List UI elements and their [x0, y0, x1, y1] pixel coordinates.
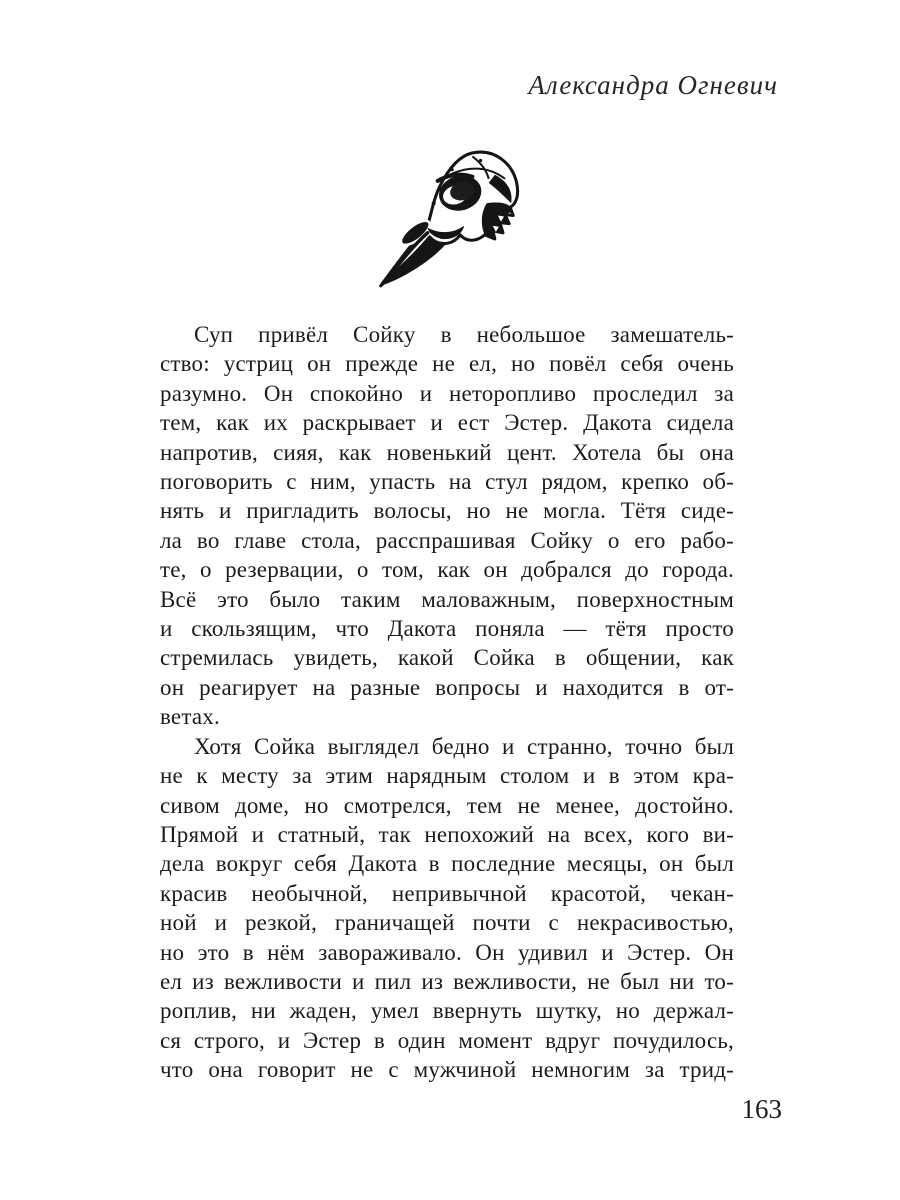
- text-line: стремилась увидеть, какой Сойка в общении, как: [160, 645, 734, 671]
- text-line: не к месту за этим нарядным столом и в этом кра-: [160, 763, 734, 789]
- text-line: сивом доме, но смотрелся, тем не менее, достойно.: [160, 792, 734, 818]
- text-line: ство: устриц он прежде не ел, но повёл себя очень: [160, 351, 734, 377]
- text-line: роплив, ни жаден, умел ввернуть шутку, но держал-: [160, 998, 734, 1024]
- text-line: он реагирует на разные вопросы и находится в от-: [160, 674, 734, 700]
- page-number: 163: [741, 1094, 782, 1124]
- text-line: нять и пригладить волосы, но не могла. Тётя сиде-: [160, 498, 734, 524]
- paragraph: [160, 732, 734, 1085]
- text-line: разумно. Он спокойно и неторопливо проследил за: [160, 380, 734, 406]
- text-line: ся строго, и Эстер в один момент вдруг почудилось,: [160, 1027, 734, 1053]
- text-line: и скользящим, что Дакота поняла — тётя просто: [160, 616, 734, 642]
- text-line: ной и резкой, граничащей почти с некрасивостью,: [160, 910, 734, 936]
- text-line: Прямой и статный, так непохожий на всех, кого ви-: [160, 821, 734, 847]
- body-text: [160, 320, 734, 1085]
- text-line: но это в нём завораживало. Он удивил и Эстер. Он: [160, 939, 734, 965]
- running-head-author: Александра Огневич: [528, 70, 778, 100]
- text-line: Хотя Сойка выглядел бедно и странно, точно был: [194, 733, 734, 759]
- text-line: те, о резервации, о том, как он добрался до города.: [160, 557, 734, 583]
- text-line: напротив, сияя, как новенький цент. Хотела бы она: [160, 439, 734, 465]
- text-line: поговорить с ним, упасть на стул рядом, крепко об-: [160, 469, 734, 495]
- text-line: дела вокруг себя Дакота в последние месяцы, он был: [160, 851, 734, 877]
- text-line: ел из вежливости и пил из вежливости, не был ни то-: [160, 968, 734, 994]
- bird-skull-icon: [374, 136, 528, 294]
- text-line: ла во главе стола, расспрашивая Сойку о его рабо-: [160, 527, 734, 553]
- text-line: красив необычной, непривычной красотой, чекан-: [160, 880, 734, 906]
- text-line: тем, как их раскрывает и ест Эстер. Дакота сидела: [160, 410, 734, 436]
- text-line: что она говорит не с мужчиной немногим за трид-: [160, 1057, 734, 1083]
- paragraph: [160, 320, 734, 732]
- text-line: Суп привёл Сойку в небольшое замешатель-: [194, 322, 734, 347]
- text-line: ветах.: [160, 704, 220, 730]
- text-line: Всё это было таким маловажным, поверхностным: [160, 586, 734, 612]
- bird-skull-illustration: [374, 136, 528, 294]
